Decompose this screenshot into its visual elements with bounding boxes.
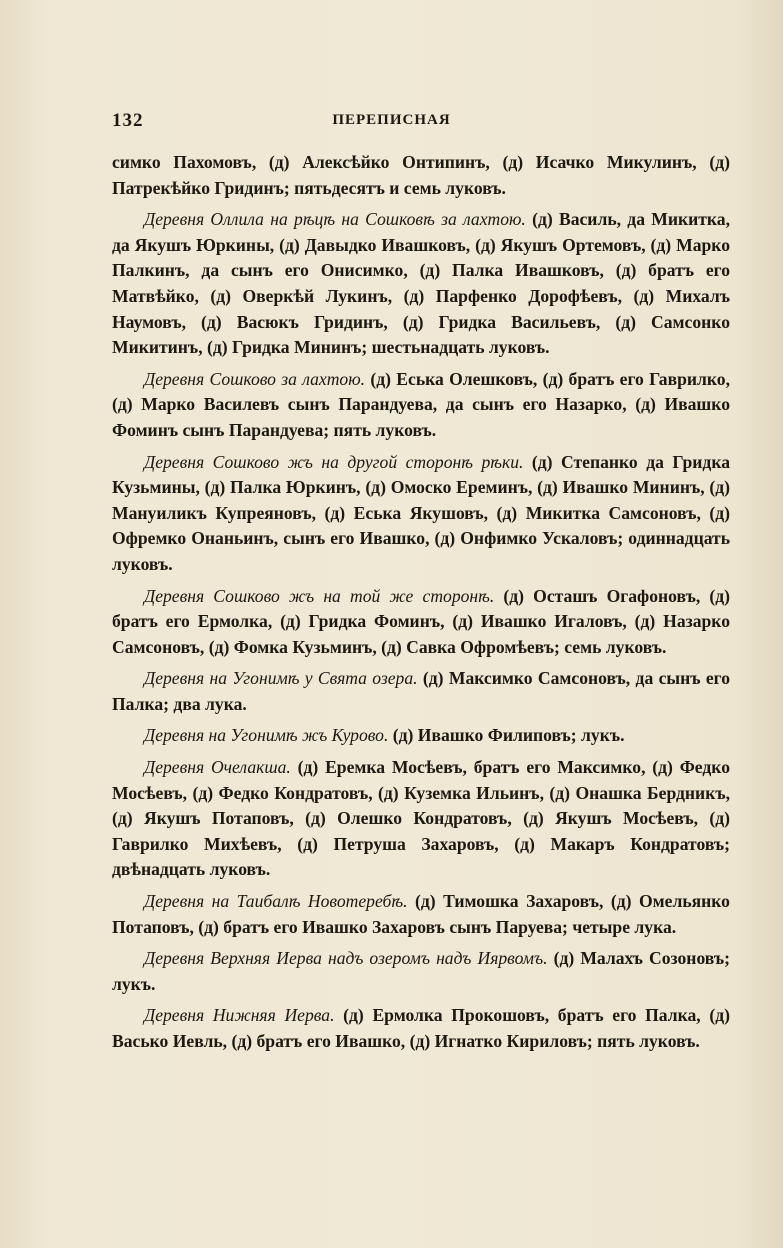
- paragraph: [112, 1003, 730, 1054]
- paragraph-lead: Деревня Сошково жъ на той же сторонѣ.: [144, 585, 495, 606]
- paragraph-lead: Деревня на Таибалѣ Новотеребѣ.: [144, 891, 408, 912]
- paragraph-text: (д) Степанко да Гридка Кузьмины, (д) Палка Юркинъ, (д) Омоско Ереминъ, (д) Ивашко Мининъ, (д) Мануиликъ Купреяновъ, (д) Еська Якушовъ, (д) Микитка Самсоновъ, (д) Офремко Онаньинъ, сынъ его Ивашко, (д) Онфимко Ускаловъ; одиннадцать луковъ.: [112, 451, 730, 574]
- paragraph-lead: Деревня Очелакша.: [144, 757, 291, 778]
- paragraph: [112, 207, 730, 361]
- paragraph-text: (д) Еремка Мосѣевъ, братъ его Максимко, (д) Федко Мосѣевъ, (д) Федко Кондратовъ, (д) Куземка Ильинъ, (д) Онашка Бердникъ, (д) Якушъ Потаповъ, (д) Олешко Кондратовъ, (д) Якушъ Мосѣевъ, (д) Гаврилко Михѣевъ, (д) Петруша Захаровъ, (д) Макаръ Кондратовъ; двѣнадцать луковъ.: [112, 757, 730, 880]
- paragraph: [112, 946, 730, 997]
- paragraph: [112, 150, 730, 201]
- paragraph: [112, 723, 730, 749]
- paragraph: [112, 755, 730, 883]
- paragraph-text: (д) Василь, да Микитка, да Якушъ Юркины, (д) Давыдко Ивашковъ, (д) Якушъ Ортемовъ, (д) Марко Палкинъ, да сынъ его Онисимко, (д) Палка Ивашковъ, (д) братъ его Матвѣйко, (д) Оверкѣй Лукинъ, (д) Парфенко Дорофѣевъ, (д) Михалъ Наумовъ, (д) Васюкъ Гридинъ, (д) Гридка Васильевъ, (д) Самсонко Микитинъ, (д) Гридка Мининъ; шестьнадцать луковъ.: [112, 209, 730, 358]
- paragraph-text: (д) Ивашко Филиповъ; лукъ.: [388, 725, 625, 746]
- paragraph-text: симко Пахомовъ, (д) Алексѣйко Онтипинъ, (д) Исачко Микулинъ, (д) Патрекѣйко Гридинъ; пятьдесятъ и семь луковъ.: [112, 152, 730, 198]
- paragraph: [112, 450, 730, 578]
- paragraph-lead: Деревня Сошково жъ на другой сторонѣ рѣки.: [144, 451, 524, 472]
- paragraph-text: (д) Малахъ Созоновъ; лукъ.: [112, 948, 730, 994]
- paragraph-lead: Деревня Верхняя Иерва надъ озеромъ надъ Иярвомъ.: [144, 948, 548, 969]
- paragraph-text: (д) Еська Олешковъ, (д) братъ его Гаврилко, (д) Марко Василевъ сынъ Парандуева, да сынъ его Назарко, (д) Ивашко Фоминъ сынъ Парандуева; пять луковъ.: [112, 368, 730, 440]
- paragraph: [112, 584, 730, 661]
- paragraph: [112, 666, 730, 717]
- paragraph-text: (д) Осташъ Огафоновъ, (д) братъ его Ермолка, (д) Гридка Фоминъ, (д) Ивашко Игаловъ, (д) Назарко Самсоновъ, (д) Фомка Кузьминъ, (д) Савка Офромѣевъ; семь луковъ.: [112, 585, 730, 657]
- page-body: [112, 150, 730, 1061]
- paragraph-text: (д) Тимошка Захаровъ, (д) Омельянко Потаповъ, (д) братъ его Ивашко Захаровъ сынъ Паруева; четыре лука.: [112, 891, 730, 937]
- paragraph-lead: Деревня Нижняя Иерва.: [144, 1005, 335, 1026]
- paragraph-lead: Деревня Сошково за лахтою.: [144, 368, 366, 389]
- paragraph: [112, 367, 730, 444]
- paragraph-lead: Деревня на Угонимѣ у Свята озера.: [144, 668, 418, 689]
- paragraph-text: (д) Максимко Самсоновъ, да сынъ его Палка; два лука.: [112, 668, 731, 714]
- running-title: ПЕРЕПИСНАЯ: [332, 112, 451, 128]
- paragraph-lead: Деревня на Угонимѣ жъ Курово.: [144, 725, 389, 746]
- page-number: 132: [112, 110, 144, 131]
- paragraph: [112, 889, 730, 940]
- paragraph-lead: Деревня Оллила на рѣцѣ на Сошковѣ за лахтою.: [144, 209, 526, 230]
- paragraph-text: (д) Ермолка Прокошовъ, братъ его Палка, (д) Васько Иевль, (д) братъ его Ивашко, (д) Игнатко Кириловъ; пять луковъ.: [112, 1005, 730, 1051]
- page-header: [112, 110, 671, 138]
